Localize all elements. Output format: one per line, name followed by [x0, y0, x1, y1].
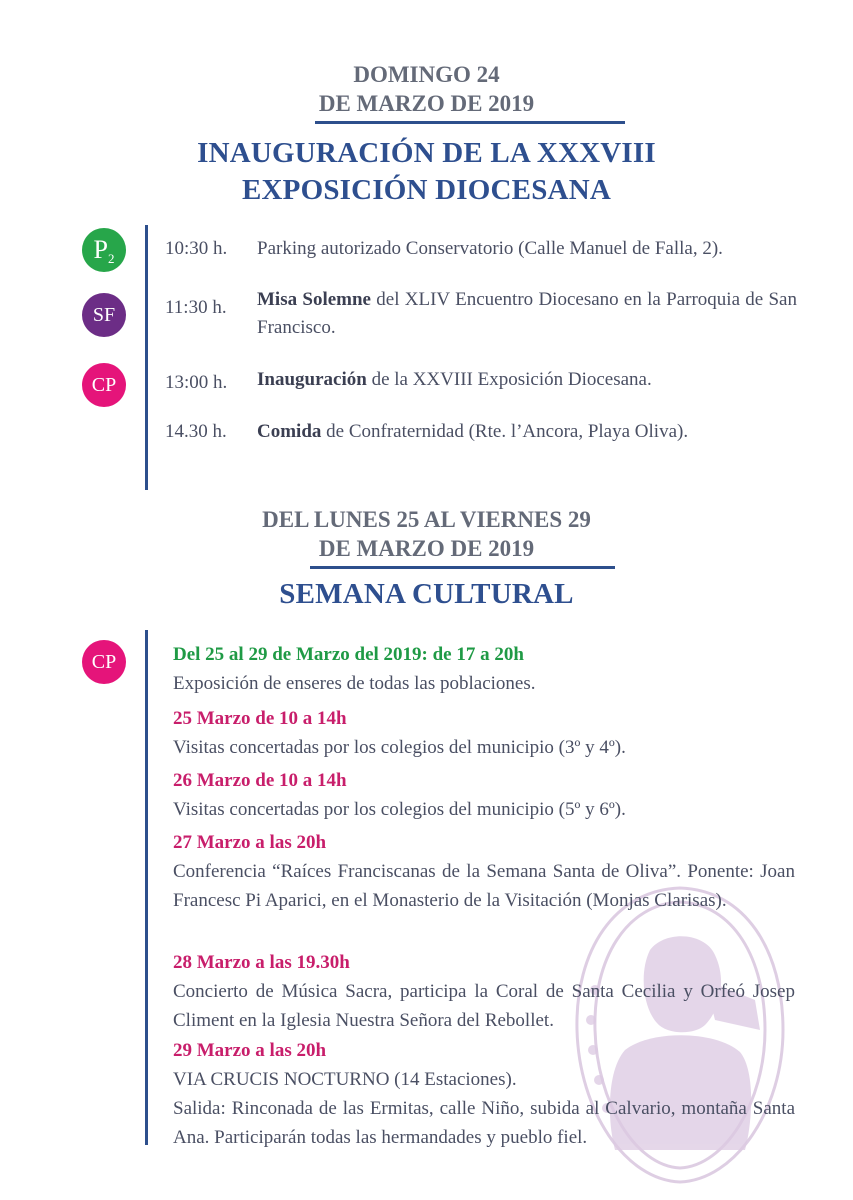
list-item [173, 1036, 795, 1152]
section1-date-line1: DOMINGO 24 [353, 62, 500, 87]
section2-date-line1: DEL LUNES 25 AL VIERNES 29 [262, 507, 591, 532]
section2-divider [310, 566, 615, 569]
section1-title-line1: INAUGURACIÓN DE LA XXXVIII [197, 137, 656, 169]
event-time: 13:00 h. [165, 372, 228, 393]
section2-date-line2: DE MARZO DE 2019 [318, 536, 535, 561]
list-item [173, 948, 795, 1035]
section2-timeline-line [145, 630, 148, 1145]
event-description: Parking autorizado Conservatorio (Calle Manuel de Falla, 2). [257, 238, 723, 259]
item-heading: 25 Marzo de 10 a 14h [173, 708, 347, 729]
list-item [173, 640, 795, 698]
list-item [173, 704, 795, 762]
item-heading: 29 Marzo a las 20h [173, 1040, 327, 1061]
event-time: 11:30 h. [165, 297, 227, 318]
san-francisco-badge-icon: SF [82, 293, 126, 337]
item-text: VIA CRUCIS NOCTURNO (14 Estaciones). [173, 1069, 517, 1090]
event-time: 10:30 h. [165, 238, 228, 259]
event-description: Comida de Confraternidad (Rte. l’Ancora, Playa Oliva). [257, 421, 689, 442]
section1-divider [315, 121, 625, 124]
section1-timeline-line [145, 225, 148, 490]
cp-badge-icon: CP [82, 363, 126, 407]
event-time: 14.30 h. [165, 421, 227, 442]
cp-badge-icon: CP [82, 640, 126, 684]
list-item [173, 828, 795, 915]
list-item [173, 766, 795, 824]
item-heading: 26 Marzo de 10 a 14h [173, 770, 347, 791]
item-text: Concierto de Música Sacra, participa la Coral de Santa Cecilia y Orfeó Josep Climent en la Iglesia Nuestra Señora del Rebollet. [173, 981, 795, 1031]
item-heading: 28 Marzo a las 19.30h [173, 952, 350, 973]
event-description: Inauguración de la XXVIII Exposición Diocesana. [257, 369, 652, 390]
event-description: Misa Solemne del XLIV Encuentro Diocesano en la Parroquia de San Francisco. [257, 289, 797, 338]
item-heading: 27 Marzo a las 20h [173, 832, 327, 853]
section1-title-line2: EXPOSICIÓN DIOCESANA [242, 174, 611, 206]
item-text: Exposición de enseres de todas las poblaciones. [173, 673, 536, 694]
section1-date-line2: DE MARZO DE 2019 [318, 91, 535, 116]
parking-badge-icon: $P_2$ [82, 228, 126, 272]
item-text: Salida: Rinconada de las Ermitas, calle Niño, subida al Calvario, montaña Santa Ana. Participarán todas las hermandades y pueblo fiel. [173, 1098, 795, 1148]
item-heading: Del 25 al 29 de Marzo del 2019: de 17 a 20h [173, 644, 524, 665]
section2-title: SEMANA CULTURAL [279, 578, 574, 610]
item-text: Visitas concertadas por los colegios del municipio (5º y 6º). [173, 799, 626, 820]
item-text: Visitas concertadas por los colegios del municipio (3º y 4º). [173, 737, 626, 758]
item-text: Conferencia “Raíces Franciscanas de la Semana Santa de Oliva”. Ponente: Joan Francesc Pi Aparici, en el Monasterio de la Visitación (Monjas Clarisas). [173, 861, 795, 911]
